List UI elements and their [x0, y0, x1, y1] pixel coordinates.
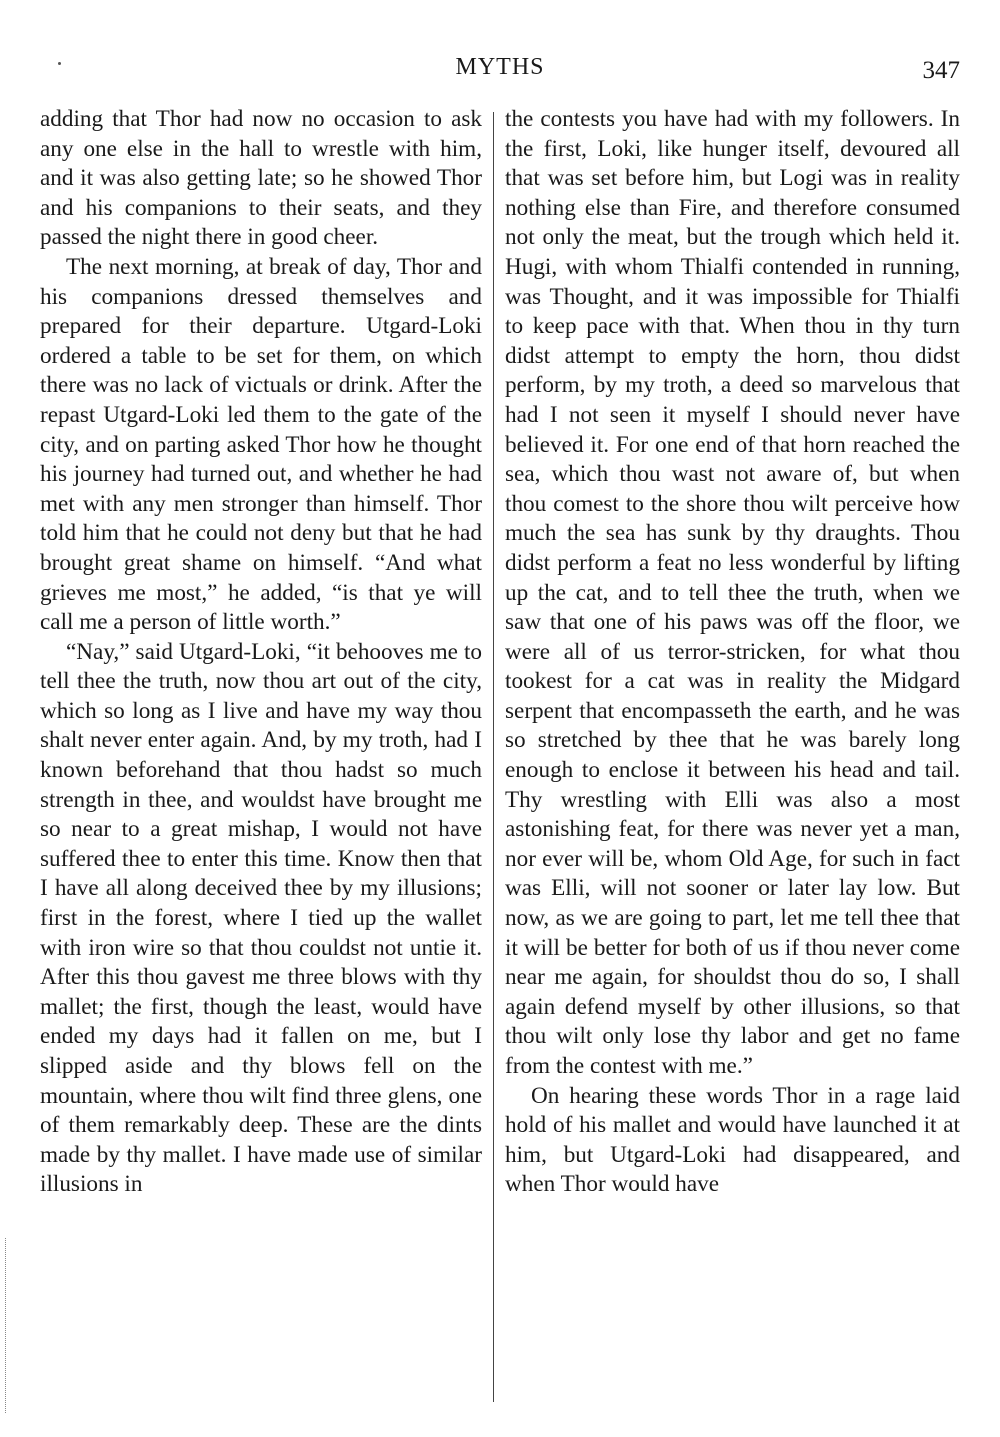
paragraph: “Nay,” said Utgard-Loki, “it behooves me to tell thee the truth, now thou art out of the city, which so long as I live and have my way thou shalt never enter again. And, by my troth, had I known beforehand that thou hadst so much strength in thee, and wouldst have brought me so near to a great mishap, I would not have suffered thee to enter this time. Know then that I have all along deceived thee by my illusions; first in the forest, where I tied up the wallet with iron wire so that thou couldst not untie it. After this thou gavest me three blows with thy mallet; the first, though the least, would have ended my days had it fallen on me, but I slipped aside and thy blows fell on the mountain, where thou wilt find three glens, one of them remarkably deep. These are the dints made by thy mallet. I have made use of similar illusions in — [40, 638, 482, 1198]
paragraph: adding that Thor had now no occasion to ask any one else in the hall to wrestle with him, and it was also getting late; so he showed Thor and his companions to their seats, and they passed the night there in good cheer. — [40, 106, 482, 251]
right-column — [505, 105, 960, 1200]
page-number: 347 — [922, 57, 960, 84]
paragraph: The next morning, at break of day, Thor and his companions dressed themselves and prepared for their departure. Utgard-Loki ordered a table to be set for them, on which there was no lack of victuals or drink. After the repast Utgard-Loki led them to the gate of the city, and on parting asked Thor how he thought his journey had turned out, and whether he had met with any men stronger than himself. Thor told him that he could not deny but that he had brought great shame on himself. “And what grieves me most,” he added, “is that ye will call me a person of little worth.” — [40, 253, 482, 636]
running-head — [0, 52, 1000, 92]
paragraph: On hearing these words Thor in a rage laid hold of his mallet and would have launched it at him, but Utgard-Loki had disappeared, and when Thor would have — [505, 1082, 960, 1198]
running-head-title: MYTHS — [455, 54, 545, 80]
paragraph: the contests you have had with my followers. In the first, Loki, like hunger itself, devoured all that was set before him, but Logi was in reality nothing else than Fire, and therefore consumed not only the meat, but the trough which held it. Hugi, with whom Thialfi contended in running, was Thought, and it was impossible for Thialfi to keep pace with that. When thou in thy turn didst attempt to empty the horn, thou didst perform, by my troth, a deed so marvelous that had I not seen it myself I should never have believed it. For one end of that horn reached the sea, which thou wast not aware of, but when thou comest to the shore thou wilt perceive how much the sea has sunk by thy draughts. Thou didst perform a feat no less wonderful by lifting up the cat, and to tell thee the truth, when we saw that one of his paws was off the floor, we were all of us terror-stricken, for what thou tookest for a cat was in reality the Midgard serpent that encompasseth the earth, and he was so stretched by thee that he was barely long enough to enclose it between his head and tail. Thy wrestling with Elli was also a most astonishing feat, for there was never yet a man, nor ever will be, whom Old Age, for such in fact was Elli, will not sooner or later lay low. But now, as we are going to part, let me tell thee that it will be better for both of us if thou never come near me again, for shouldst thou do so, I shall again defend myself by other illusions, so that thou wilt only lose thy labor and get no fame from the contest with me.” — [505, 106, 960, 1079]
margin-mark — [5, 1238, 6, 1413]
left-column — [40, 105, 482, 1200]
column-divider — [493, 112, 494, 1402]
